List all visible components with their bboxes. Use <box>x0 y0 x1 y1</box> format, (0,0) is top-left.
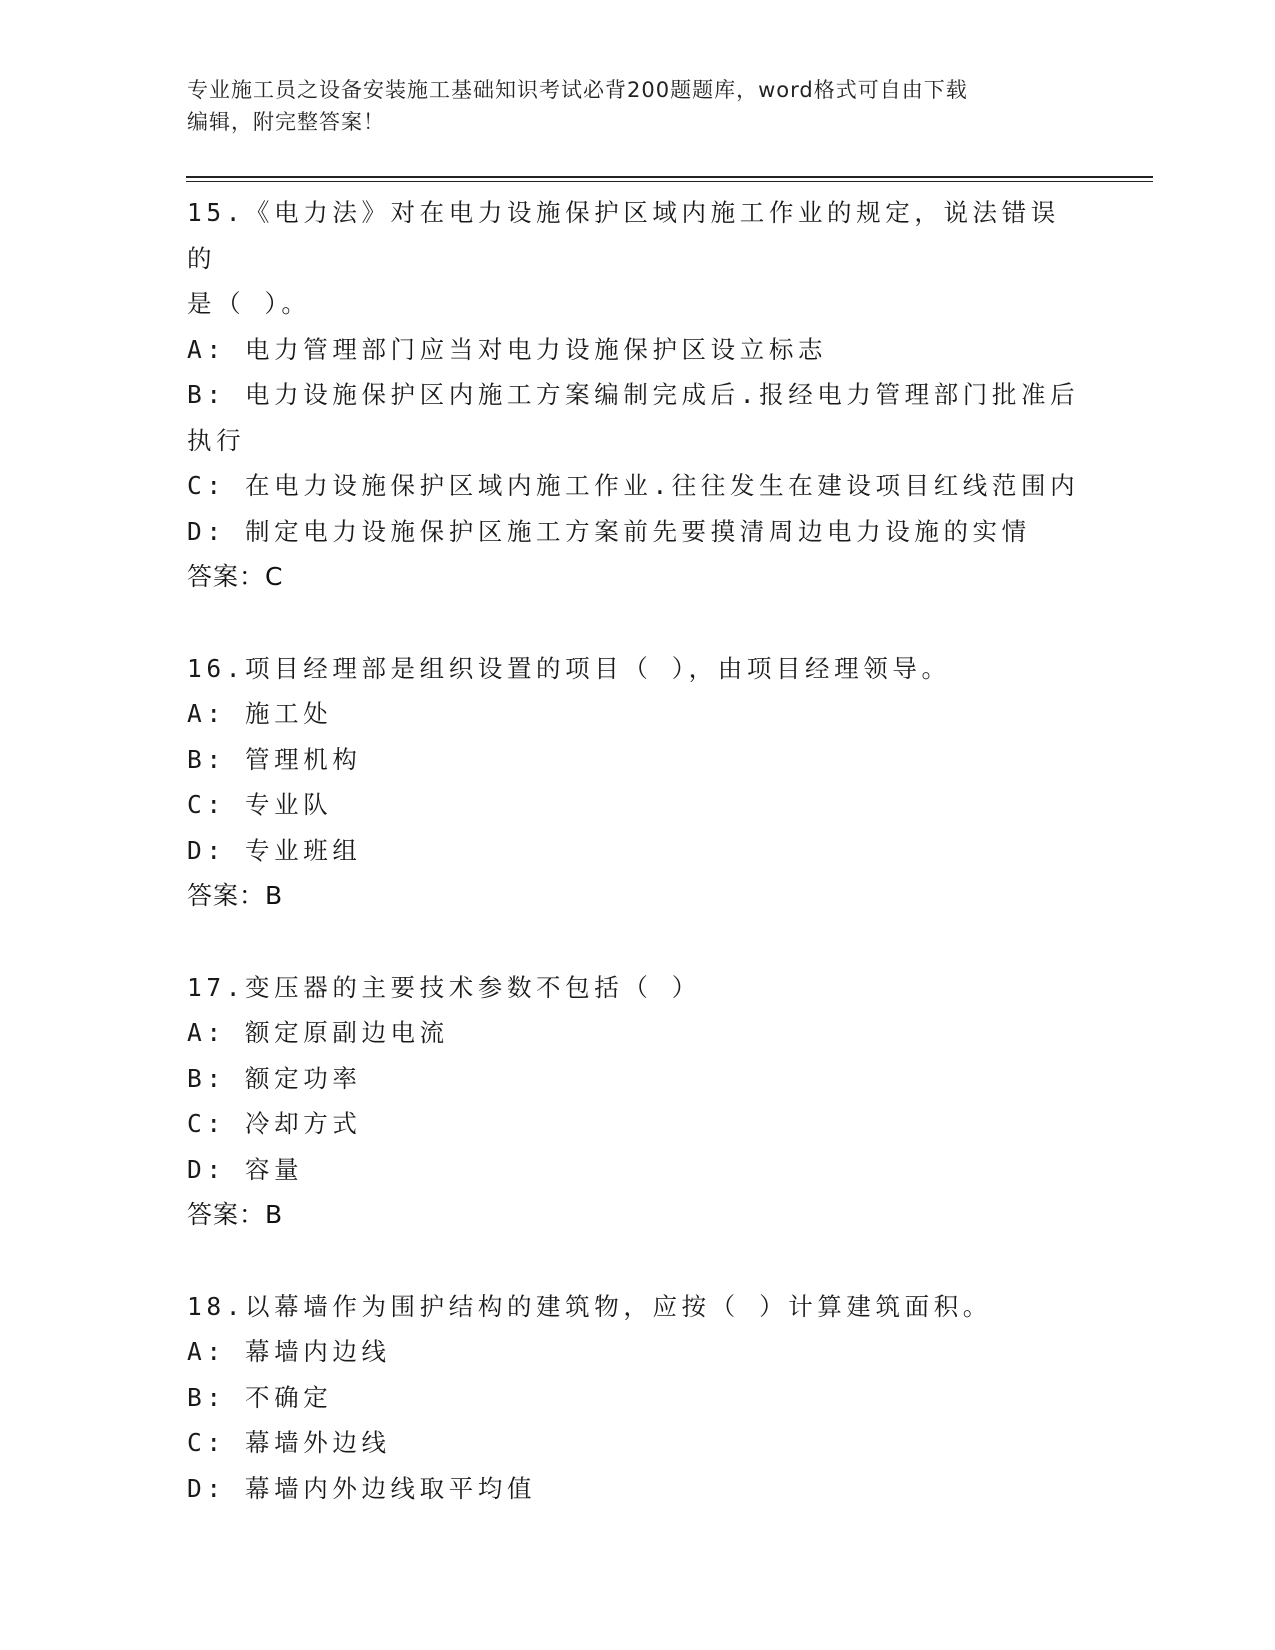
answer-label: 答案：B <box>187 1200 284 1229</box>
option-b: B: 额定功率 <box>187 1063 362 1093</box>
spacer <box>187 600 1087 646</box>
option-c: C: 幕墙外边线 <box>187 1428 391 1457</box>
question-15 <box>187 190 1087 600</box>
option-d: D: 制定电力设施保护区施工方案前先要摸清周边电力设施的实情 <box>187 516 1031 546</box>
header-line-1: 专业施工员之设备安装施工基础知识考试必背200题题库，word格式可自由下载 <box>187 78 968 102</box>
option-a: A: 额定原副边电流 <box>187 1018 449 1047</box>
spacer <box>187 919 1087 965</box>
question-16 <box>187 646 1087 919</box>
option-c: C: 专业队 <box>187 790 333 819</box>
question-list <box>187 190 1087 1511</box>
question-18 <box>187 1284 1087 1512</box>
option-d: D: 专业班组 <box>187 835 362 865</box>
option-a: A: 电力管理部门应当对电力设施保护区设立标志 <box>187 334 828 364</box>
header-divider-thick <box>186 176 1153 178</box>
question-stem: 15.《电力法》对在电力设施保护区域内施工作业的规定，说法错误的 <box>187 198 1060 273</box>
document-header <box>187 74 1067 138</box>
option-b: B: 管理机构 <box>187 744 362 774</box>
question-17 <box>187 965 1087 1238</box>
option-a: A: 幕墙内边线 <box>187 1337 391 1366</box>
option-c: C: 冷却方式 <box>187 1109 362 1138</box>
answer-label: 答案：C <box>187 562 284 591</box>
question-stem-continued: 是（ ）。 <box>187 289 311 318</box>
question-stem: 18.以幕墙作为围护结构的建筑物，应按（ ）计算建筑面积。 <box>187 1291 992 1321</box>
option-b: B: 不确定 <box>187 1382 333 1412</box>
question-stem: 16.项目经理部是组织设置的项目（ ），由项目经理领导。 <box>187 653 951 683</box>
spacer <box>187 1238 1087 1284</box>
option-b: B: 电力设施保护区内施工方案编制完成后.报经电力管理部门批准后 <box>187 380 1080 409</box>
question-stem: 17.变压器的主要技术参数不包括（ ） <box>187 972 701 1002</box>
option-b-continued: 执行 <box>187 425 246 455</box>
header-divider-thin <box>186 181 1153 182</box>
option-a: A: 施工处 <box>187 699 333 728</box>
answer-label: 答案：B <box>187 881 284 910</box>
option-c: C: 在电力设施保护区域内施工作业.往往发生在建设项目红线范围内 <box>187 471 1080 500</box>
option-d: D: 幕墙内外边线取平均值 <box>187 1473 537 1503</box>
option-d: D: 容量 <box>187 1154 304 1184</box>
header-line-2: 编辑，附完整答案！ <box>187 110 385 134</box>
